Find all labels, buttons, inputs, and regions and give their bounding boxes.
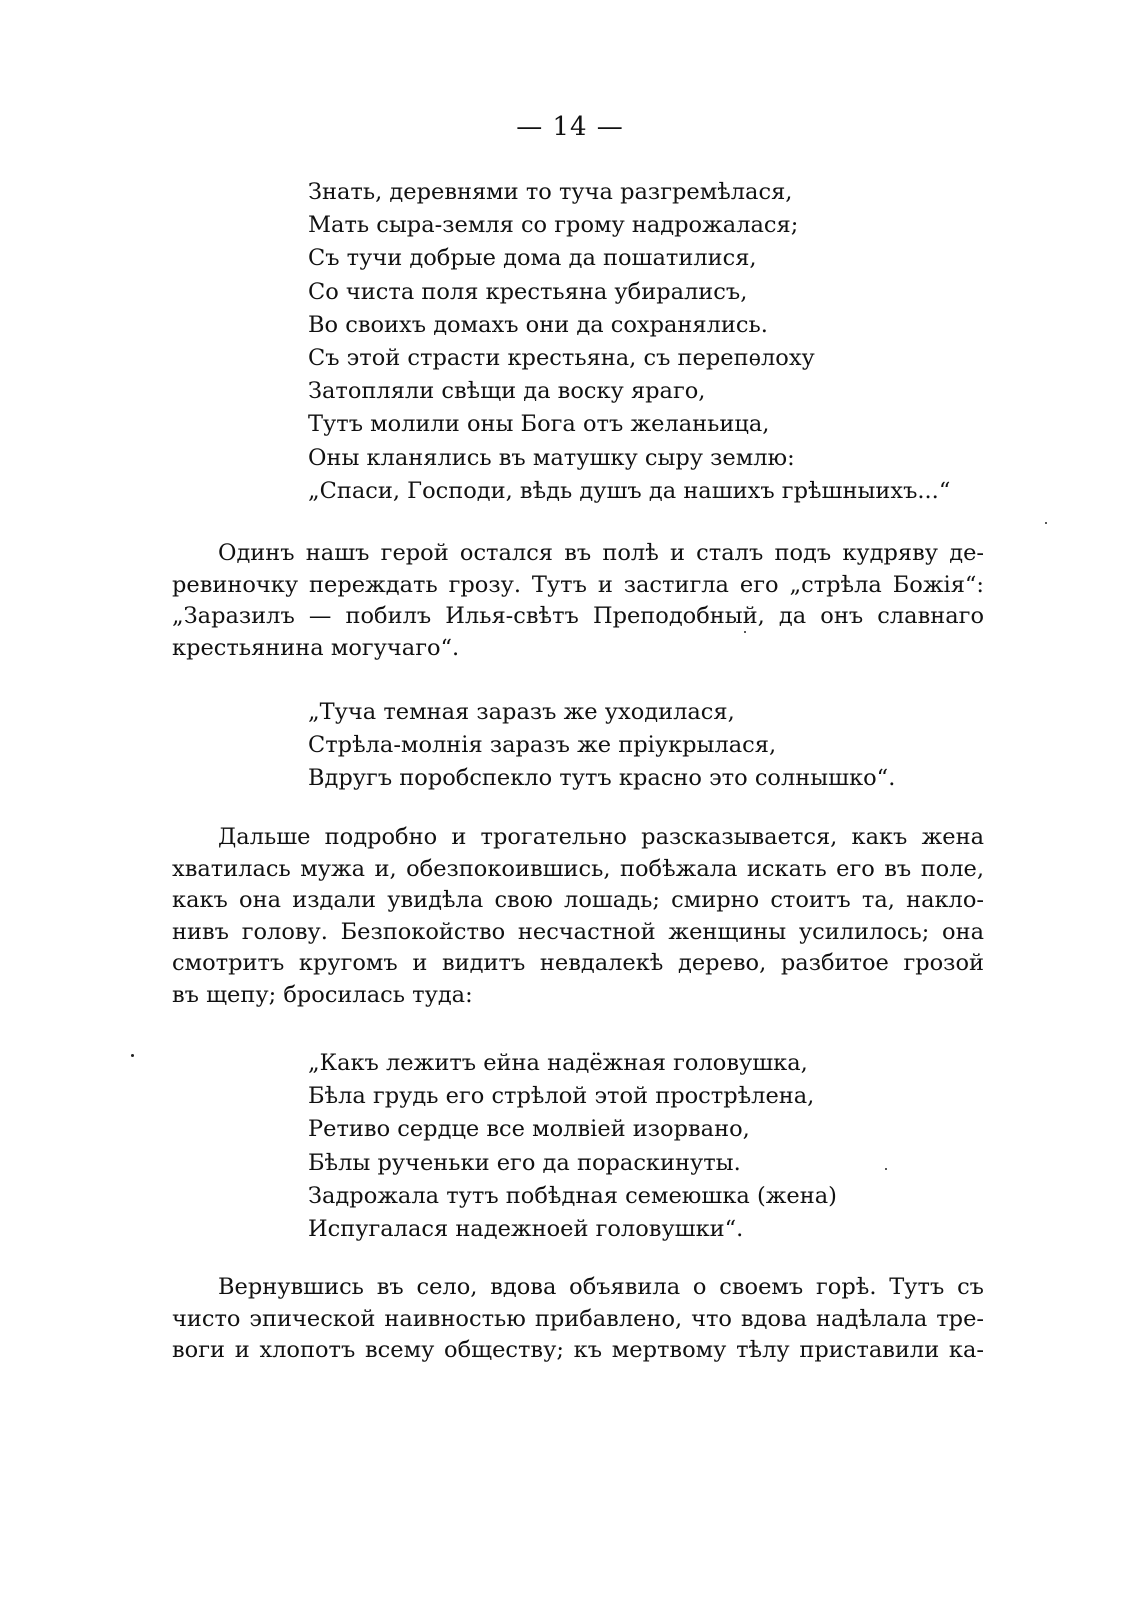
prose-line: Дальше подробно и трогательно разсказывается, какъ жена <box>218 824 984 850</box>
verse-line: „Какъ лежитъ ейна надёжная головушка, <box>308 1050 808 1076</box>
verse-line: Вдругъ поробспекло тутъ красно это солнышко“. <box>308 765 896 792</box>
verse-block-1 <box>308 176 950 508</box>
prose-line: нивъ голову. Безпокойство несчастной женщины усилилось; она <box>172 918 984 945</box>
prose-line: смотритъ кругомъ и видитъ невдалекѣ дерево, разбитое грозой <box>172 950 984 976</box>
prose-line: „Заразилъ — побилъ Илья-свѣтъ Преподобный, да онъ славнаго <box>172 603 984 629</box>
prose-line: Одинъ нашъ герой остался въ полѣ и сталъ подъ кудряву де- <box>218 540 984 566</box>
verse-line: Задрожала тутъ побѣдная семеюшка (жена) <box>308 1182 837 1209</box>
prose-line: чисто эпической наивностью прибавлено, что вдова надѣлала тре- <box>172 1305 984 1332</box>
prose-line: крестьянина могучаго“. <box>172 634 460 661</box>
verse-line: „Туча темная заразъ же уходилася, <box>308 699 735 725</box>
prose-line: какъ она издали увидѣла свою лошадь; смирно стоитъ та, накло- <box>172 887 984 913</box>
scan-speck <box>744 631 746 633</box>
prose-line: воги и хлопотъ всему обществу; къ мертвому тѣлу приставили ка- <box>172 1337 984 1363</box>
verse-line: Со чиста поля крестьяна убиралисъ, <box>308 278 748 305</box>
verse-line: Испугалася надежноей головушки“. <box>308 1216 744 1243</box>
verse-block-3 <box>308 1047 837 1246</box>
prose-paragraph-2 <box>172 822 984 1011</box>
verse-block-2 <box>308 696 895 796</box>
verse-line: Бѣлы рученьки его да пораскинуты. <box>308 1149 741 1176</box>
scan-speck <box>131 1054 134 1057</box>
verse-line: Тутъ молили оны Бога отъ желаньица, <box>308 411 770 438</box>
verse-line: Ретиво сердце все молвiей изорвано, <box>308 1116 750 1143</box>
prose-paragraph-1 <box>172 538 984 664</box>
prose-line: хватилась мужа и, обезпокоившись, побѣжала искать его въ поле, <box>172 855 984 882</box>
verse-line: Затопляли свѣщи да воску яраго, <box>308 378 706 405</box>
prose-paragraph-3 <box>172 1272 984 1367</box>
verse-line: Оны кланялись въ матушку сыру землю: <box>308 444 795 471</box>
scan-speck <box>1045 522 1047 524</box>
page-number: — 14 — <box>516 112 624 142</box>
verse-line: Съ этой страсти крестьяна, съ перепѳлоху <box>308 345 815 372</box>
prose-line: Вернувшись въ село, вдова объявила о своемъ горѣ. Тутъ съ <box>218 1274 984 1300</box>
scan-speck <box>885 1168 887 1170</box>
verse-line: Съ тучи добрые дома да пошатилися, <box>308 245 757 272</box>
verse-line: Бѣла грудь его стрѣлой этой прострѣлена, <box>308 1083 815 1110</box>
verse-line: Стрѣла-молнiя заразъ же прiукрылася, <box>308 732 777 759</box>
verse-line: Во своихъ домахъ они да сохранялись. <box>308 311 768 338</box>
verse-line: Знать, деревнями то туча разгремѣлася, <box>308 179 793 205</box>
verse-line: „Спаси, Господи, вѣдь душъ да нашихъ грѣшныихъ...“ <box>308 477 951 504</box>
prose-line: ревиночку переждать грозу. Тутъ и застигла его „стрѣла Божiя“: <box>172 571 984 598</box>
verse-line: Мать сыра-земля со грому надрожалася; <box>308 212 799 239</box>
prose-line: въ щепу; бросилась туда: <box>172 981 473 1008</box>
